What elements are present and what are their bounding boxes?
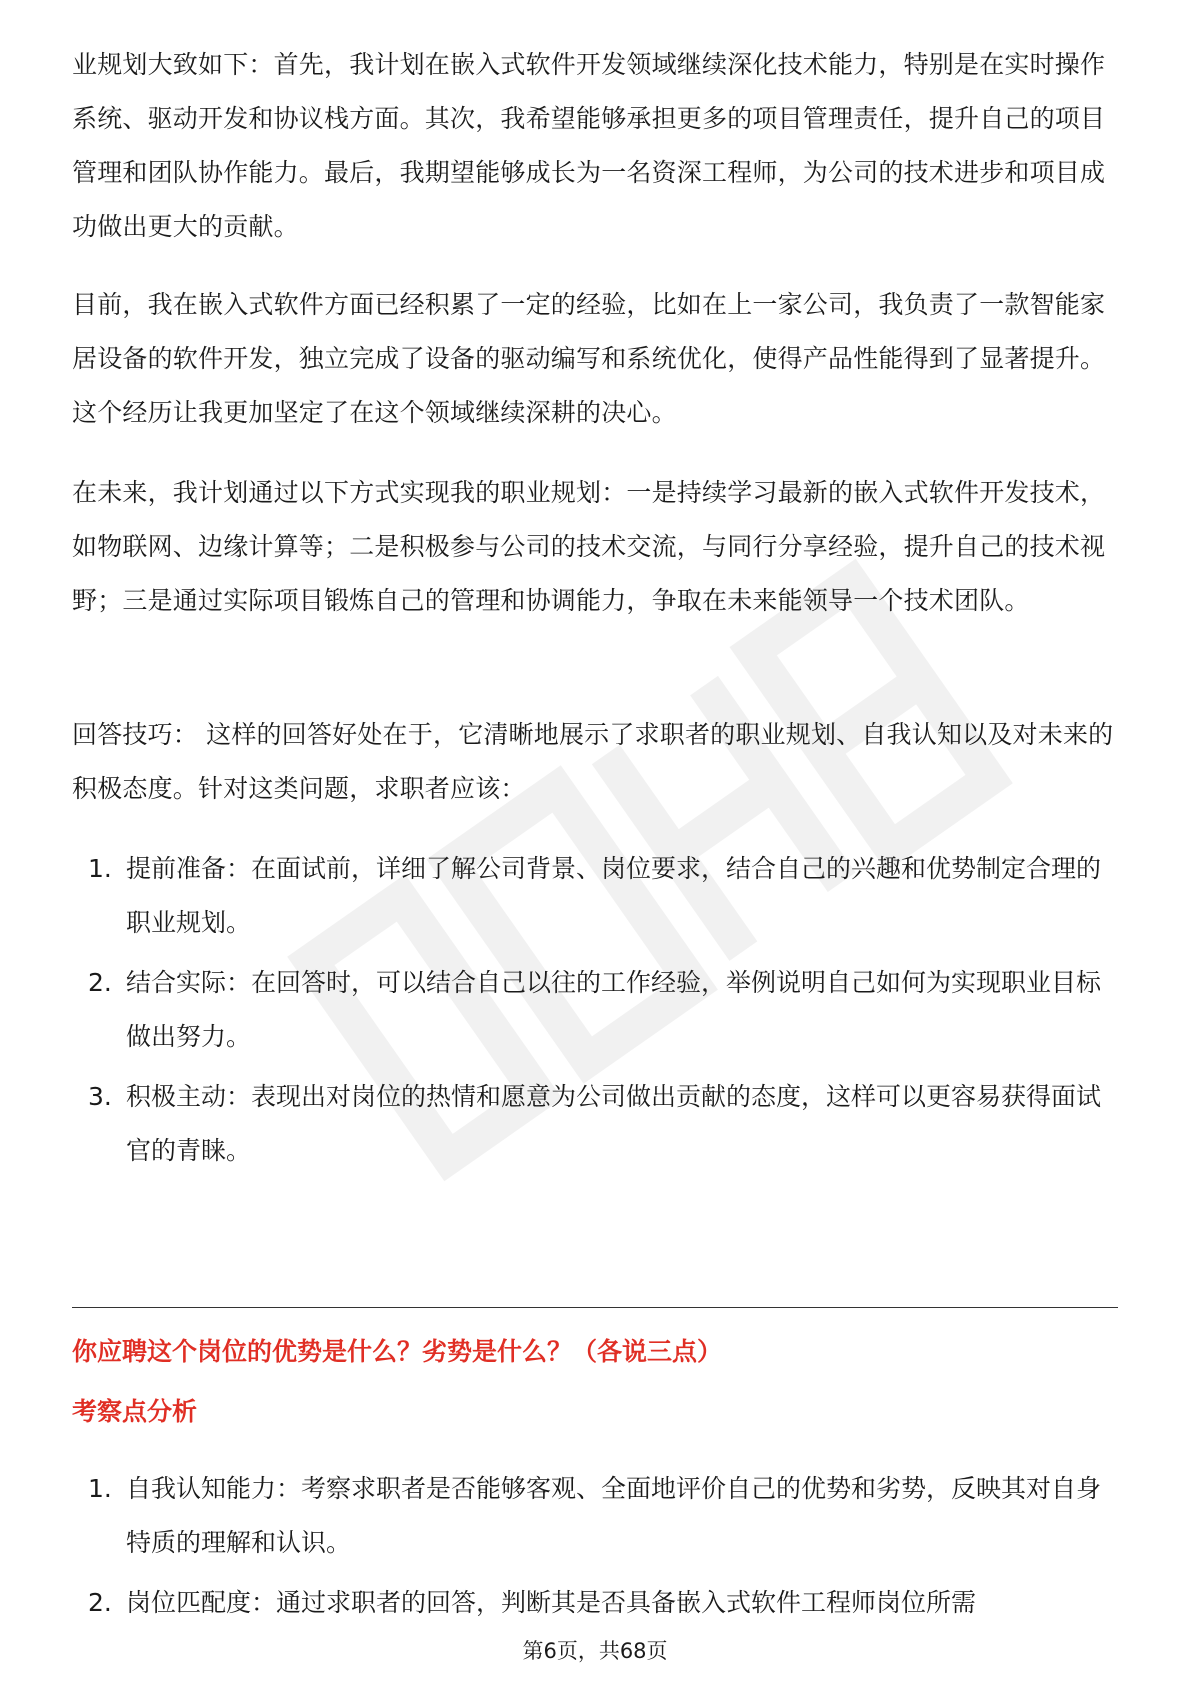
analysis-heading: 考察点分析: [72, 1397, 198, 1426]
list-item-text: 积极主动：表现出对岗位的热情和愿意为公司做出贡献的态度，这样可以更容易获得面试官的青睐。: [126, 1082, 1102, 1165]
tips-list: [72, 842, 1118, 1184]
list-item: [72, 956, 1118, 1064]
list-item: [72, 1070, 1118, 1178]
list-number: 1.: [88, 854, 112, 883]
list-number: 1.: [88, 1474, 112, 1503]
list-item: [72, 1576, 1118, 1630]
paragraph-experience: 目前，我在嵌入式软件方面已经积累了一定的经验，比如在上一家公司，我负责了一款智能家居设备的软件开发，独立完成了设备的驱动编写和系统优化，使得产品性能得到了显著提升。这个经历让我更加坚定了在这个领域继续深耕的决心。: [72, 290, 1106, 427]
paragraph-career-plan: 业规划大致如下：首先，我计划在嵌入式软件开发领域继续深化技术能力，特别是在实时操作系统、驱动开发和协议栈方面。其次，我希望能够承担更多的项目管理责任，提升自己的项目管理和团队协作能力。最后，我期望能够成长为一名资深工程师，为公司的技术进步和项目成功做出更大的贡献。: [72, 50, 1106, 241]
analysis-list: [72, 1462, 1118, 1636]
page-footer: 第6页，共68页: [522, 1639, 668, 1663]
list-number: 3.: [88, 1082, 112, 1111]
question-title: 你应聘这个岗位的优势是什么？劣势是什么？（各说三点）: [72, 1337, 723, 1366]
list-item-text: 自我认知能力：考察求职者是否能够客观、全面地评价自己的优势和劣势，反映其对自身特质的理解和认识。: [126, 1474, 1102, 1557]
list-item-text: 岗位匹配度：通过求职者的回答，判断其是否具备嵌入式软件工程师岗位所需: [126, 1588, 977, 1617]
list-item-text: 提前准备：在面试前，详细了解公司背景、岗位要求，结合自己的兴趣和优势制定合理的职业规划。: [126, 854, 1102, 937]
list-number: 2.: [88, 1588, 112, 1617]
section-divider: [72, 1307, 1118, 1308]
list-number: 2.: [88, 968, 112, 997]
paragraph-future-plan: 在未来，我计划通过以下方式实现我的职业规划：一是持续学习最新的嵌入式软件开发技术，如物联网、边缘计算等；二是积极参与公司的技术交流，与同行分享经验，提升自己的技术视野；三是通过实际项目锻炼自己的管理和协调能力，争取在未来能领导一个技术团队。: [72, 478, 1106, 615]
paragraph-answer-tips: 回答技巧： 这样的回答好处在于，它清晰地展示了求职者的职业规划、自我认知以及对未来的积极态度。针对这类问题，求职者应该：: [72, 720, 1114, 803]
list-item-text: 结合实际：在回答时，可以结合自己以往的工作经验，举例说明自己如何为实现职业目标做出努力。: [126, 968, 1102, 1051]
list-item: [72, 842, 1118, 950]
list-item: [72, 1462, 1118, 1570]
